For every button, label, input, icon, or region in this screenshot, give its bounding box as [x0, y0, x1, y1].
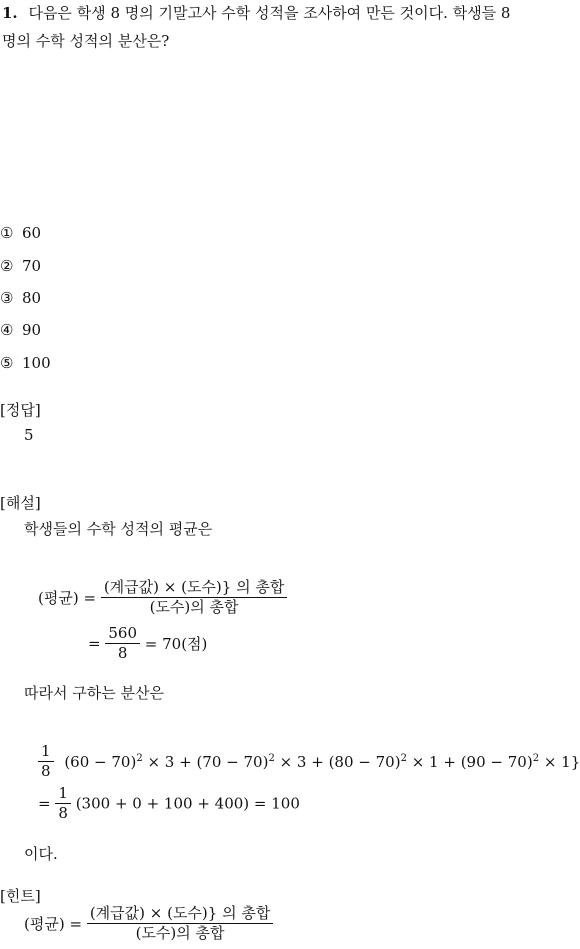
- square-exponent: 2: [136, 752, 143, 764]
- variance-term-4: × 1 + (90 − 70): [406, 752, 533, 771]
- mean2-rhs: = 70(점): [144, 635, 208, 653]
- mean-lhs: (평균) =: [38, 589, 97, 607]
- mean2-eq: =: [88, 634, 101, 653]
- variance-expression: [64, 753, 580, 771]
- hint-lhs: (평균) =: [24, 915, 83, 933]
- variance2-numerator: 1: [55, 784, 71, 804]
- variance-term-2: × 3 + (70 − 70): [142, 752, 269, 771]
- choice-5[interactable]: [0, 354, 51, 372]
- explanation-intro: 학생들의 수학 성적의 평균은: [24, 520, 213, 538]
- choice-4[interactable]: [0, 321, 41, 339]
- variance-formula: [38, 742, 580, 781]
- variance-term-3: × 3 + (80 − 70): [274, 752, 401, 771]
- hint-formula: [24, 904, 273, 943]
- choice-mark: ④: [0, 321, 14, 339]
- explanation-transition: 따라서 구하는 분산은: [24, 684, 164, 702]
- hint-fraction: [87, 904, 274, 943]
- mean2-fraction: [105, 624, 140, 663]
- variance2-eq: =: [38, 794, 51, 813]
- variance2-fraction: [55, 784, 71, 823]
- question-text-line1: 다음은 학생 8 명의 기말고사 수학 성적을 조사하여 만든 것이다. 학생들 8: [28, 4, 511, 22]
- answer-value: 5: [24, 426, 34, 444]
- mean2-numerator: 560: [105, 624, 140, 644]
- mean-fraction: [101, 578, 288, 617]
- answer-label: [정답]: [0, 401, 41, 419]
- explanation-label: [해설]: [0, 494, 41, 512]
- variance2-rest: (300 + 0 + 100 + 400) = 100: [75, 794, 300, 813]
- choice-3[interactable]: [0, 289, 41, 307]
- square-exponent: 2: [268, 752, 275, 764]
- variance-fraction: [38, 742, 54, 781]
- variance-result: [38, 784, 300, 823]
- mean-result: [88, 624, 207, 663]
- hint-denominator: (도수)의 총합: [135, 924, 225, 942]
- choice-mark: ③: [0, 289, 14, 307]
- variance2-denominator: 8: [58, 804, 68, 822]
- choice-text: 70: [22, 257, 42, 275]
- mean2-denominator: 8: [117, 644, 128, 662]
- question-number: 1.: [2, 4, 18, 22]
- choice-text: 100: [22, 354, 51, 372]
- variance-term-1: (60 − 70): [64, 752, 137, 771]
- variance-numerator: 1: [38, 742, 54, 762]
- mean-formula: [38, 578, 287, 617]
- question-text-line2: 명의 수학 성적의 분산은?: [2, 32, 170, 50]
- variance-term-5: × 1}: [539, 752, 580, 771]
- choice-text: 60: [22, 224, 42, 242]
- question: [2, 2, 510, 23]
- choice-mark: ⑤: [0, 354, 14, 372]
- choice-mark: ①: [0, 224, 14, 242]
- square-exponent: 2: [400, 752, 407, 764]
- choice-text: 80: [22, 289, 42, 307]
- choice-text: 90: [22, 321, 42, 339]
- choice-1[interactable]: [0, 224, 41, 242]
- mean-numerator: (계급값) × (도수)} 의 총합: [101, 578, 288, 598]
- variance-denominator: 8: [41, 762, 51, 780]
- hint-numerator: (계급값) × (도수)} 의 총합: [87, 904, 274, 924]
- mean-denominator: (도수)의 총합: [149, 598, 239, 616]
- square-exponent: 2: [532, 752, 540, 764]
- explanation-closing: 이다.: [24, 845, 58, 863]
- choice-2[interactable]: [0, 257, 41, 275]
- hint-label: [힌트]: [0, 887, 41, 905]
- choice-mark: ②: [0, 257, 14, 275]
